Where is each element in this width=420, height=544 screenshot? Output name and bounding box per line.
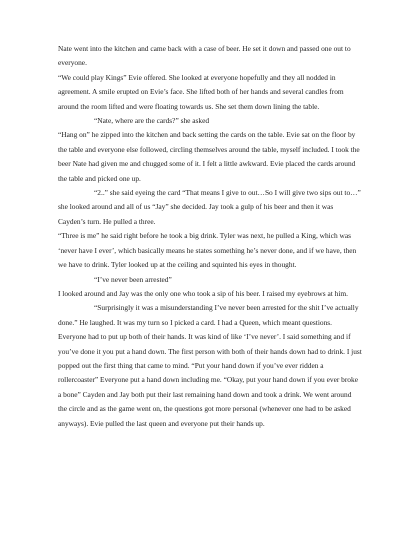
paragraph-4: “Hang on” he zipped into the kitchen and back setting the cards on the table. Evie sat on the floor by the table and everyone else followed, circling themselves around the table, myself included. I took the beer Nate had given me and chugged some of it. I felt a little awkward. Evie placed the cards around the table and picked one up.: [58, 130, 360, 183]
document-page: [58, 42, 362, 431]
paragraph-3: “Nate, where are the cards?” she asked: [94, 116, 210, 126]
paragraph-2: “We could play Kings” Evie offered. She looked at everyone hopefully and they all nodded in agreement. A smile erupted on Evie’s face. She lifted both of her hands and several candles from around the room lifted and were floating towards us. She set them down lining the table.: [58, 72, 344, 111]
paragraph-7: “I’ve never been arrested”: [94, 274, 172, 284]
paragraph-5: “2..” she said eyeing the card “That means I give to out…So I will give two sips out to…” she looked around and all of us “Jay” she decided. Jay took a gulp of his beer and then it was Cayden’s turn. He pulled a three.: [58, 188, 361, 226]
paragraph-6: “Three is me” he said right before he took a big drink. Tyler was next, he pulled a King, which was ‘never have I ever’, which basically means he states something he’s never done, and if we have, then we have to drink. Tyler looked up at the ceiling and squinted his eyes in thought.: [58, 231, 357, 270]
paragraph-1: Nate went into the kitchen and came back with a case of beer. He set it down and passed one out to everyone.: [58, 44, 351, 68]
paragraph-9: “Surprisingly it was a misunderstanding I’ve never been arrested for the shit I’ve actually done.” He laughed. It was my turn so I picked a card. I had a Queen, which meant questions. Everyone had to put up both of their hands. It was kind of like ‘I’ve never’. I said something and if you’ve done it you put a hand down. The first person with both of their hands down had to drink. I just popped out the first thing that came to mind. “Put your hand down if you’ve ever ridden a rollercoaster” Everyone put a hand down including me. “Okay, put your hand down if you ever broke a bone” Cayden and Jay both put their last remaining hand down and took a drink. We went around the circle and as the game went on, the questions got more personal (whenever one had to be asked anyways). Evie pulled the last queen and everyone put their hands up.: [58, 303, 362, 428]
paragraph-8: I looked around and Jay was the only one who took a sip of his beer. I raised my eyebrows at him.: [58, 288, 349, 298]
